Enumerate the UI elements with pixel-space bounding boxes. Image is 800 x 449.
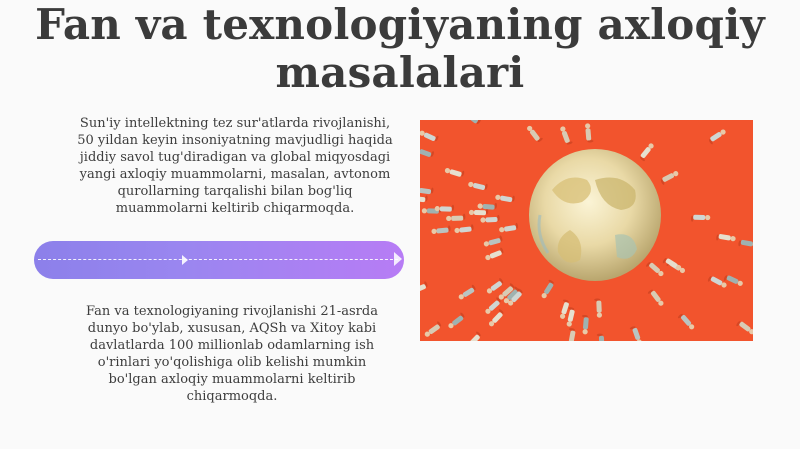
slide-title: Fan va texnologiyaning axloqiy masalalari: [35, 0, 765, 97]
paragraph-ai-risks: Sun'iy intellektning tez sur'atlarda rivojlanishi, 50 yildan keyin insoniyatning mavjudligi haqida jiddiy savol tug'diradigan va global miqyosdagi yangi axloqiy muammolarni, masalan, avtonom qurollarning tarqalishi bilan bog'liq muammolarni keltirib chiqarmoqda.: [77, 116, 393, 216]
globe: [529, 149, 661, 281]
paragraph-job-loss: Fan va texnologiyaning rivojlanishi 21-asrda dunyo bo'ylab, xususan, AQSh va Xitoy kabi davlatlarda 100 millionlab odamlarning ish o'rinlari yo'qolishiga olib kelishi mumkin bo'lgan axloqiy muammolarni keltirib chiqarmoqda.: [86, 304, 378, 404]
arrow-right-icon: [394, 252, 402, 266]
globe-photo: [420, 120, 753, 341]
dashed-line: [38, 259, 398, 260]
globe-with-figurines-image: [420, 120, 753, 341]
decorative-divider: [34, 241, 404, 279]
arrow-right-icon: [182, 255, 188, 265]
